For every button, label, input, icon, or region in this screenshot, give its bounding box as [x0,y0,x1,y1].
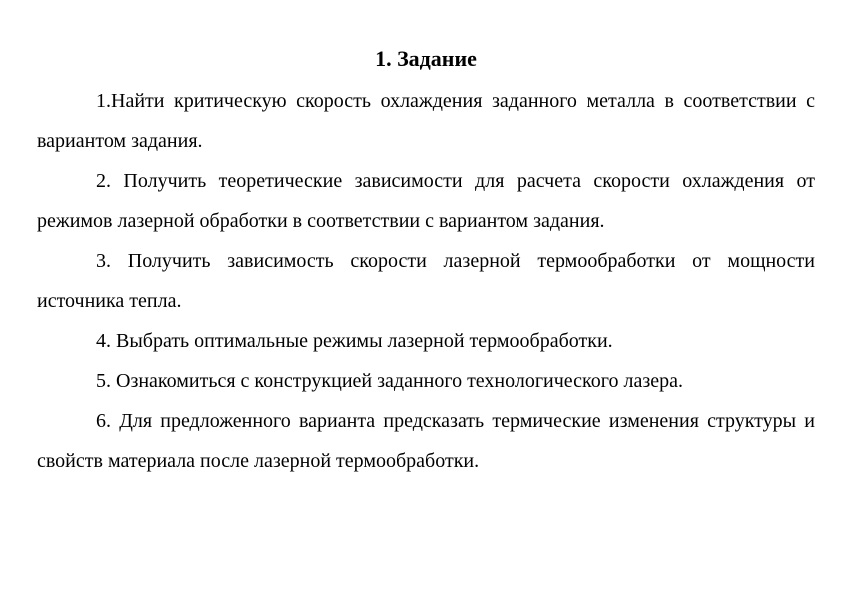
task-item-3: 3. Получить зависимость скорости лазерной термообработки от мощности источника тепла. [37,250,815,312]
task-item-6: 6. Для предложенного варианта предсказать термические изменения структуры и свойств материала после лазерной термообработки. [37,410,815,472]
section-title: 1. Задание [375,46,477,71]
document-page [37,0,815,481]
task-list [37,81,815,481]
task-item-1: 1.Найти критическую скорость охлаждения заданного металла в соответствии с вариантом задания. [37,90,815,152]
task-item-5: 5. Ознакомиться с конструкцией заданного технологического лазера. [96,370,683,392]
task-item-4: 4. Выбрать оптимальные режимы лазерной термообработки. [96,330,613,352]
task-item-2: 2. Получить теоретические зависимости для расчета скорости охлаждения от режимов лазерной обработки в соответствии с вариантом задания. [37,170,815,232]
